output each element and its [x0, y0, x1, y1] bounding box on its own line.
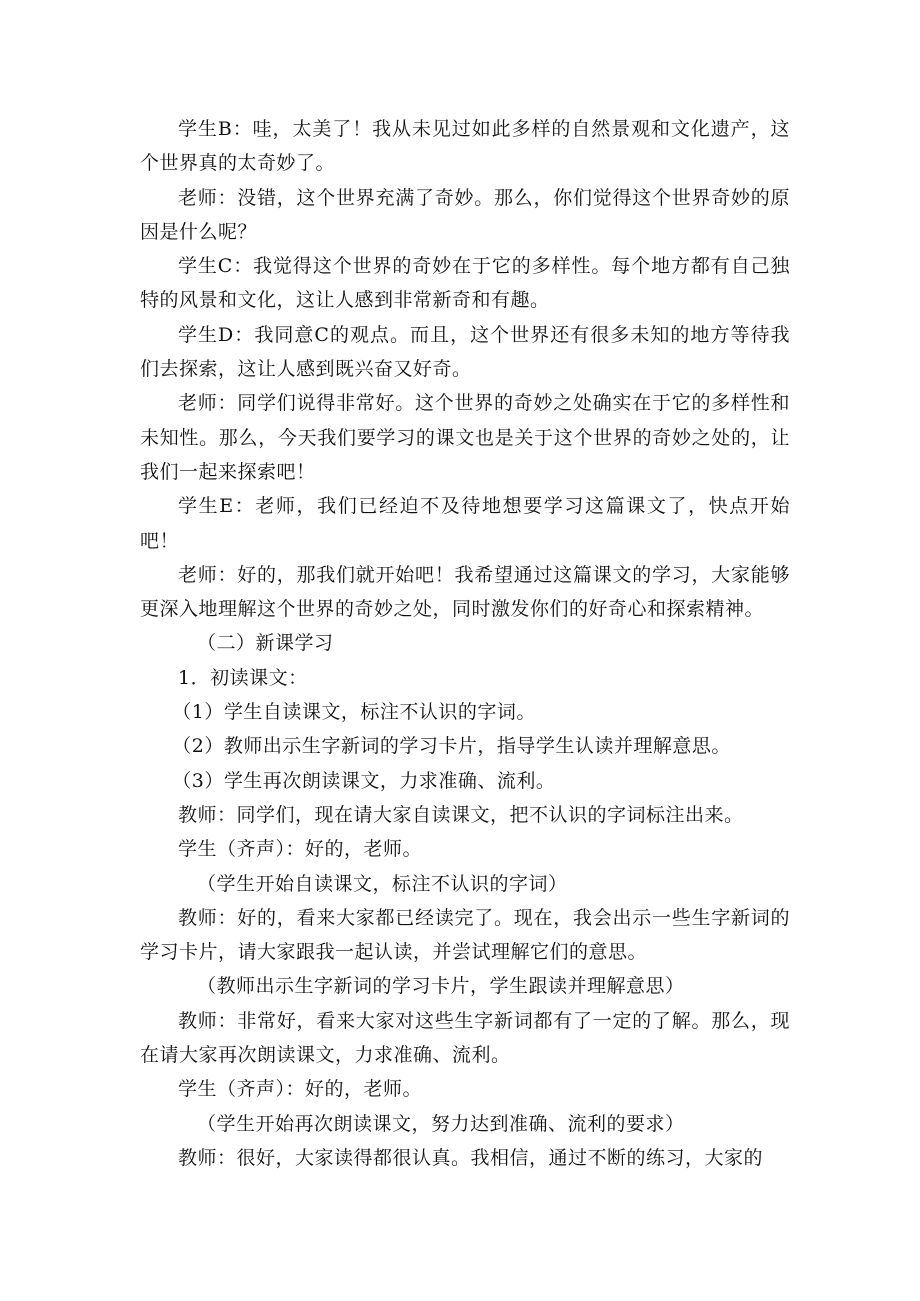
paragraph-student-d: 学生D：我同意C的观点。而且，这个世界还有很多未知的地方等待我们去探索，这让人感到既兴奋又好奇。 [140, 323, 790, 381]
step-1: （1）学生自读课文，标注不认识的字词。 [172, 701, 536, 724]
subheading-first-reading: 1．初读课文： [178, 666, 308, 689]
paragraph-teacher-3: 老师：好的，那我们就开始吧！我希望通过这篇课文的学习，大家能够更深入地理解这个世界的奇妙之处，同时激发你们的好奇心和探索精神。 [140, 563, 790, 621]
paragraph-teacher-6: 教师：非常好，看来大家对这些生字新词都有了一定的了解。那么，现在请大家再次朗读课文，力求准确、流利。 [140, 1009, 790, 1067]
step-2: （2）教师出示生字新词的学习卡片，指导学生认读并理解意思。 [172, 735, 731, 758]
step-3: （3）学生再次朗读课文，力求准确、流利。 [172, 769, 556, 792]
stage-direction-1: （学生开始自读课文，标注不认识的字词） [197, 872, 568, 895]
paragraph-students-reply-1: 学生（齐声）：好的，老师。 [178, 838, 423, 861]
paragraph-teacher-5: 教师：好的，看来大家都已经读完了。现在，我会出示一些生字新词的学习卡片，请大家跟我一起认读，并尝试理解它们的意思。 [140, 906, 790, 964]
paragraph-student-c: 学生C：我觉得这个世界的奇妙在于它的多样性。每个地方都有自己独特的风景和文化，这让人感到非常新奇和有趣。 [140, 255, 790, 312]
paragraph-teacher-4: 教师：同学们，现在请大家自读课文，把不认识的字词标注出来。 [178, 803, 744, 826]
paragraph-student-b: 学生B：哇，太美了！我从未见过如此多样的自然景观和文化遗产，这个世界真的太奇妙了。 [140, 118, 790, 175]
paragraph-student-e: 学生E：老师，我们已经迫不及待地想要学习这篇课文了，快点开始吧！ [140, 495, 790, 552]
paragraph-teacher-2: 老师：同学们说得非常好。这个世界的奇妙之处确实在于它的多样性和未知性。那么，今天我们要学习的课文也是关于这个世界的奇妙之处的，让我们一起来探索吧！ [140, 392, 790, 483]
stage-direction-3: （学生开始再次朗读课文，努力达到准确、流利的要求） [197, 1112, 685, 1135]
paragraph-teacher-7: 教师：很好，大家读得都很认真。我相信，通过不断的练习，大家的 [178, 1146, 764, 1169]
section-heading-new-lesson: （二）新课学习 [197, 632, 334, 655]
paragraph-teacher-1: 老师：没错，这个世界充满了奇妙。那么，你们觉得这个世界奇妙的原因是什么呢？ [140, 186, 790, 243]
stage-direction-2: （教师出示生字新词的学习卡片，学生跟读并理解意思） [197, 975, 685, 998]
lesson-transcript [140, 112, 790, 1175]
paragraph-students-reply-2: 学生（齐声）：好的，老师。 [178, 1078, 423, 1101]
